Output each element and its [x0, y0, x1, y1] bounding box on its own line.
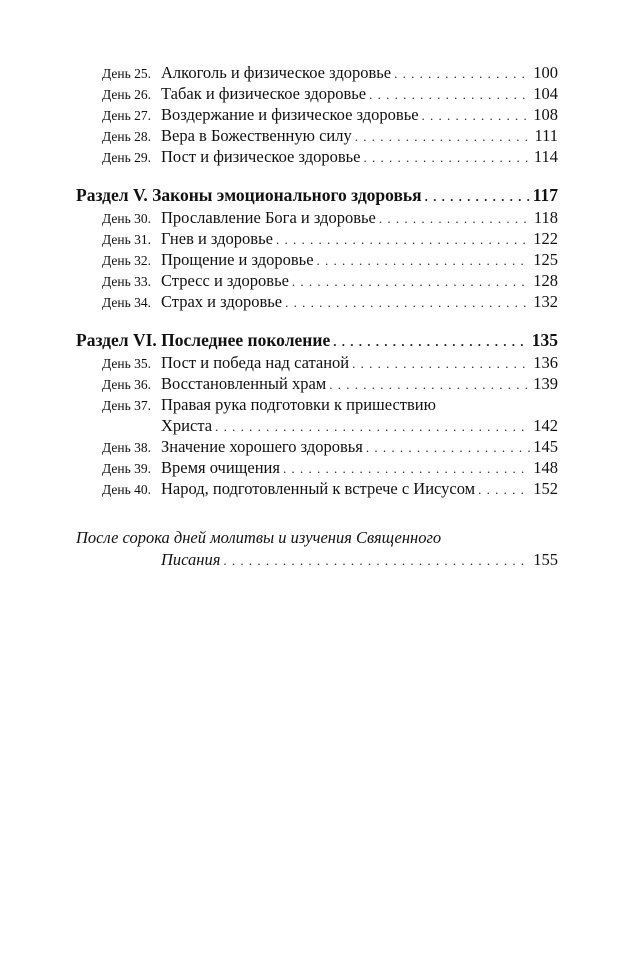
day-number: День 28.: [102, 129, 151, 144]
day-number: День 25.: [102, 66, 151, 81]
page-number: 142: [533, 416, 558, 435]
spacer: [76, 499, 558, 527]
dot-leader: [364, 147, 531, 168]
dot-leader: [276, 229, 530, 250]
page-number: 108: [533, 105, 558, 124]
toc-entry-day-40: [76, 478, 558, 499]
page-number: 118: [533, 208, 558, 227]
toc-entry-day-37: [76, 394, 558, 415]
entry-title: Стресс и здоровье: [161, 271, 289, 290]
dot-leader: [478, 479, 530, 500]
page-number: 135: [531, 330, 558, 350]
dot-leader: [425, 185, 530, 209]
dot-leader: [223, 550, 530, 572]
toc-entry-day-26: [76, 83, 558, 104]
dot-leader: [215, 416, 530, 437]
toc-entry-day-38: [76, 436, 558, 457]
section-heading-5: [76, 183, 558, 207]
entry-title: Вера в Божественную силу: [161, 126, 352, 145]
entry-title: Народ, подготовленный к встрече с Иисусом: [161, 479, 476, 498]
toc-entry-day-35: [76, 352, 558, 373]
day-number: День 33.: [102, 274, 151, 289]
entry-title-line-2: Христа: [161, 416, 213, 435]
page-number: 104: [533, 84, 558, 103]
afterword-entry-continued: [76, 549, 558, 571]
page-number: 114: [533, 147, 558, 166]
day-number: День 26.: [102, 87, 151, 102]
dot-leader: [292, 271, 530, 292]
day-number: День 31.: [102, 232, 151, 247]
toc-entry-day-32: [76, 249, 558, 270]
dot-leader: [355, 126, 532, 147]
dot-leader: [366, 437, 530, 458]
page-number: 136: [533, 353, 558, 372]
afterword-entry: [76, 527, 558, 549]
day-number: День 35.: [102, 356, 151, 371]
day-number: День 29.: [102, 150, 151, 165]
entry-title: Пост и физическое здоровье: [161, 147, 361, 166]
page-number: 125: [533, 250, 558, 269]
page-number: 139: [533, 374, 558, 393]
entry-title: Прощение и здоровье: [161, 250, 314, 269]
dot-leader: [329, 374, 530, 395]
entry-title: Восстановленный храм: [161, 374, 327, 393]
section-heading-6: [76, 328, 558, 352]
entry-title: Время очищения: [161, 458, 280, 477]
day-number: День 27.: [102, 108, 151, 123]
table-of-contents: [76, 62, 558, 571]
page-number: 111: [534, 126, 558, 145]
entry-title: Значение хорошего здоровья: [161, 437, 363, 456]
dot-leader: [352, 353, 530, 374]
toc-entry-day-34: [76, 291, 558, 312]
page-number: 155: [533, 550, 558, 569]
entry-title: Пост и победа над сатаной: [161, 353, 350, 372]
toc-entry-day-39: [76, 457, 558, 478]
entry-title: Алкоголь и физическое здоровье: [161, 63, 392, 82]
page-number: 128: [533, 271, 558, 290]
afterword-title-line-1: После сорока дней молитвы и изучения Священного: [76, 528, 442, 547]
dot-leader: [379, 208, 531, 229]
spacer: [76, 167, 558, 183]
day-number: День 38.: [102, 440, 151, 455]
toc-entry-day-28: [76, 125, 558, 146]
entry-title: Табак и физическое здоровье: [161, 84, 367, 103]
dot-leader: [369, 84, 530, 105]
toc-entry-day-27: [76, 104, 558, 125]
day-number: День 34.: [102, 295, 151, 310]
entry-title: Воздержание и физическое здоровье: [161, 105, 419, 124]
page-number: 122: [533, 229, 558, 248]
section-title: Раздел V. Законы эмоционального здоровья: [76, 185, 422, 205]
page-number: 148: [533, 458, 558, 477]
toc-entry-day-29: [76, 146, 558, 167]
section-title: Раздел VI. Последнее поколение: [76, 330, 331, 350]
day-number: День 36.: [102, 377, 151, 392]
dot-leader: [394, 63, 530, 84]
day-number: День 30.: [102, 211, 151, 226]
toc-entry-day-25: [76, 62, 558, 83]
day-number: День 39.: [102, 461, 151, 476]
page-number: 117: [532, 185, 558, 205]
page-number: 132: [533, 292, 558, 311]
entry-title-line-1: Правая рука подготовки к пришествию: [161, 395, 436, 414]
dot-leader: [283, 458, 530, 479]
dot-leader: [317, 250, 531, 271]
entry-title: Прославление Бога и здоровье: [161, 208, 376, 227]
toc-entry-day-30: [76, 207, 558, 228]
entry-title: Страх и здоровье: [161, 292, 283, 311]
toc-entry-day-37-continued: [76, 415, 558, 436]
day-number: День 40.: [102, 482, 151, 497]
dot-leader: [285, 292, 530, 313]
page-number: 100: [533, 63, 558, 82]
toc-entry-day-36: [76, 373, 558, 394]
page-number: 152: [533, 479, 558, 498]
toc-entry-day-33: [76, 270, 558, 291]
dot-leader: [422, 105, 531, 126]
dot-leader: [333, 330, 529, 354]
spacer: [76, 312, 558, 328]
toc-entry-day-31: [76, 228, 558, 249]
page-number: 145: [533, 437, 558, 456]
day-number: День 32.: [102, 253, 151, 268]
afterword-title-line-2: Писания: [161, 550, 221, 569]
entry-title: Гнев и здоровье: [161, 229, 273, 248]
day-number: День 37.: [102, 398, 151, 413]
